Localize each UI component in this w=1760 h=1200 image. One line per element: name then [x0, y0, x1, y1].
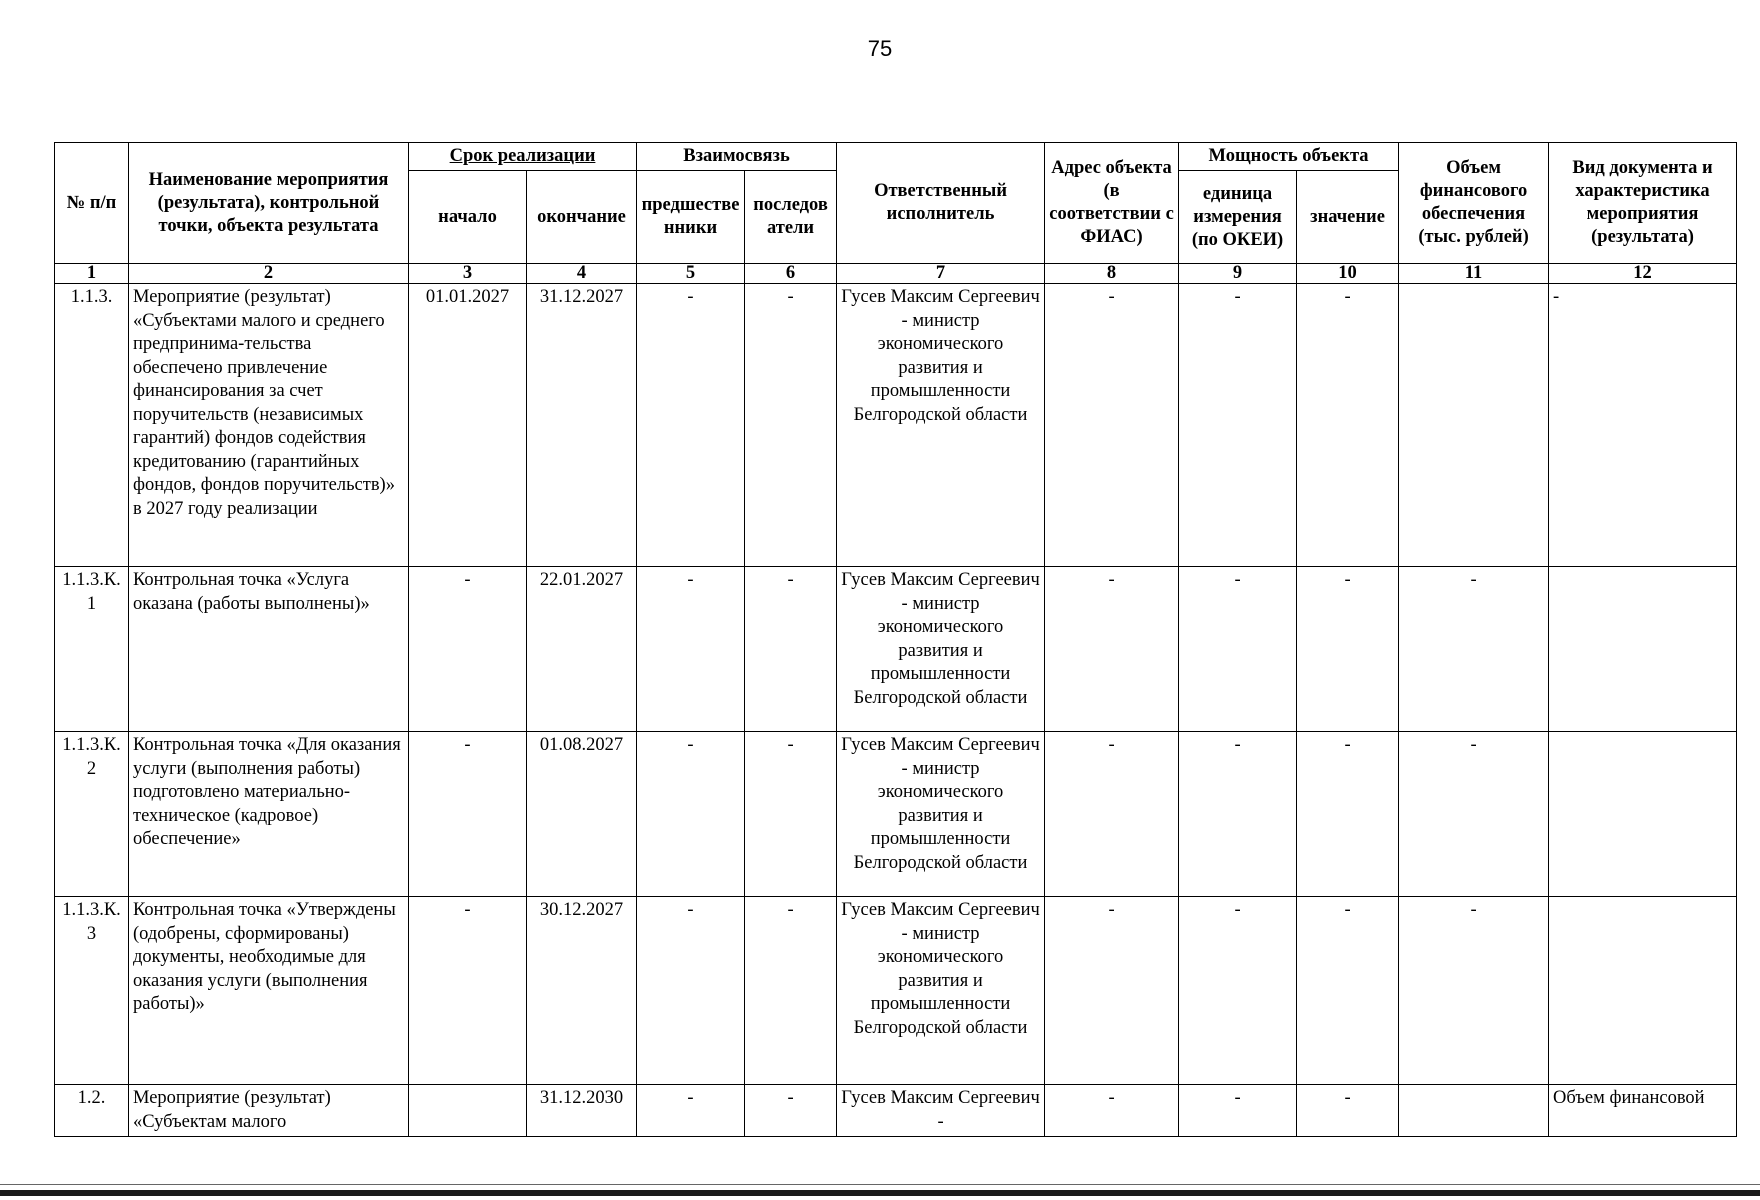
row-pred: - — [637, 284, 745, 567]
row-doc: - — [1549, 284, 1737, 567]
row-end: 31.12.2030 — [527, 1085, 637, 1137]
column-number: 3 — [409, 264, 527, 284]
column-number: 10 — [1297, 264, 1399, 284]
row-start: - — [409, 567, 527, 732]
row-pred: - — [637, 897, 745, 1085]
row-responsible: Гусев Максим Сергеевич - министр экономического развития и промышленности Белгородской области — [837, 897, 1045, 1085]
row-name: Мероприятие (результат) «Субъектам малого — [129, 1085, 409, 1137]
header-end: окончание — [527, 171, 637, 264]
row-responsible: Гусев Максим Сергеевич - — [837, 1085, 1045, 1137]
row-unit: - — [1179, 284, 1297, 567]
row-finance: - — [1399, 567, 1549, 732]
row-doc — [1549, 732, 1737, 897]
row-name: Контрольная точка «Услуга оказана (работы выполнены)» — [129, 567, 409, 732]
row-responsible: Гусев Максим Сергеевич - министр экономического развития и промышленности Белгородской области — [837, 732, 1045, 897]
row-value: - — [1297, 732, 1399, 897]
row-finance: - — [1399, 897, 1549, 1085]
table-row — [55, 284, 1737, 567]
row-value: - — [1297, 284, 1399, 567]
row-doc: Объем финансовой — [1549, 1085, 1737, 1137]
row-num: 1.2. — [55, 1085, 129, 1137]
header-predecessors: предшественники — [637, 171, 745, 264]
row-start — [409, 1085, 527, 1137]
column-number: 9 — [1179, 264, 1297, 284]
row-num: 1.1.3.К.3 — [55, 897, 129, 1085]
row-succ: - — [745, 897, 837, 1085]
header-unit: единица измерения (по ОКЕИ) — [1179, 171, 1297, 264]
row-name: Контрольная точка «Утверждены (одобрены, сформированы) документы, необходимые для оказания услуги (выполнения работы)» — [129, 897, 409, 1085]
scan-edge-line — [0, 1184, 1760, 1185]
table-row — [55, 1085, 1737, 1137]
header-period — [409, 143, 637, 171]
column-number: 8 — [1045, 264, 1179, 284]
column-number: 2 — [129, 264, 409, 284]
header-responsible: Ответственный исполнитель — [837, 143, 1045, 264]
header-successors: последователи — [745, 171, 837, 264]
row-unit: - — [1179, 1085, 1297, 1137]
row-value: - — [1297, 1085, 1399, 1137]
column-number: 5 — [637, 264, 745, 284]
table-row — [55, 567, 1737, 732]
plan-table — [54, 142, 1737, 1137]
row-start: - — [409, 897, 527, 1085]
row-name: Контрольная точка «Для оказания услуги (выполнения работы) подготовлено материально-техническое (кадровое) обеспечение» — [129, 732, 409, 897]
column-number: 1 — [55, 264, 129, 284]
header-row-1 — [55, 143, 1737, 171]
row-finance — [1399, 284, 1549, 567]
row-finance — [1399, 1085, 1549, 1137]
table-row — [55, 732, 1737, 897]
column-number-row — [55, 264, 1737, 284]
row-value: - — [1297, 897, 1399, 1085]
row-start: - — [409, 732, 527, 897]
row-succ: - — [745, 1085, 837, 1137]
row-name: Мероприятие (результат) «Субъектами малого и среднего предпринима-тельства обеспечено привлечение финансирования за счет поручительств (независимых гарантий) фондов содействия кредитованию (гарантийных фондов, фондов поручительств)» в 2027 году реализации — [129, 284, 409, 567]
header-doc: Вид документа и характеристика мероприятия (результата) — [1549, 143, 1737, 264]
row-address: - — [1045, 1085, 1179, 1137]
row-pred: - — [637, 1085, 745, 1137]
header-relation: Взаимосвязь — [637, 143, 837, 171]
row-succ: - — [745, 567, 837, 732]
row-pred: - — [637, 732, 745, 897]
row-finance: - — [1399, 732, 1549, 897]
row-address: - — [1045, 732, 1179, 897]
header-period-label: Срок реализации — [449, 146, 596, 166]
row-address: - — [1045, 897, 1179, 1085]
page-number: 75 — [867, 36, 893, 61]
table-row — [55, 897, 1737, 1085]
row-end: 01.08.2027 — [527, 732, 637, 897]
row-end: 31.12.2027 — [527, 284, 637, 567]
row-pred: - — [637, 567, 745, 732]
row-start: 01.01.2027 — [409, 284, 527, 567]
row-end: 22.01.2027 — [527, 567, 637, 732]
row-value: - — [1297, 567, 1399, 732]
row-num: 1.1.3.К.2 — [55, 732, 129, 897]
row-unit: - — [1179, 897, 1297, 1085]
row-responsible: Гусев Максим Сергеевич - министр экономического развития и промышленности Белгородской области — [837, 284, 1045, 567]
row-succ: - — [745, 732, 837, 897]
row-succ: - — [745, 284, 837, 567]
column-number: 11 — [1399, 264, 1549, 284]
header-finance: Объем финансового обеспечения (тыс. рублей) — [1399, 143, 1549, 264]
header-value: значение — [1297, 171, 1399, 264]
header-start: начало — [409, 171, 527, 264]
row-unit: - — [1179, 567, 1297, 732]
column-number: 7 — [837, 264, 1045, 284]
row-address: - — [1045, 284, 1179, 567]
header-address: Адрес объекта (в соответствии с ФИАС) — [1045, 143, 1179, 264]
row-responsible: Гусев Максим Сергеевич - министр экономического развития и промышленности Белгородской области — [837, 567, 1045, 732]
column-number: 6 — [745, 264, 837, 284]
row-num: 1.1.3. — [55, 284, 129, 567]
scan-edge-bar — [0, 1190, 1760, 1196]
row-address: - — [1045, 567, 1179, 732]
row-doc — [1549, 897, 1737, 1085]
column-number: 4 — [527, 264, 637, 284]
row-doc — [1549, 567, 1737, 732]
row-num: 1.1.3.К.1 — [55, 567, 129, 732]
row-unit: - — [1179, 732, 1297, 897]
row-end: 30.12.2027 — [527, 897, 637, 1085]
header-num: № п/п — [55, 143, 129, 264]
column-number: 12 — [1549, 264, 1737, 284]
header-capacity: Мощность объекта — [1179, 143, 1399, 171]
header-name: Наименование мероприятия (результата), контрольной точки, объекта результата — [129, 143, 409, 264]
